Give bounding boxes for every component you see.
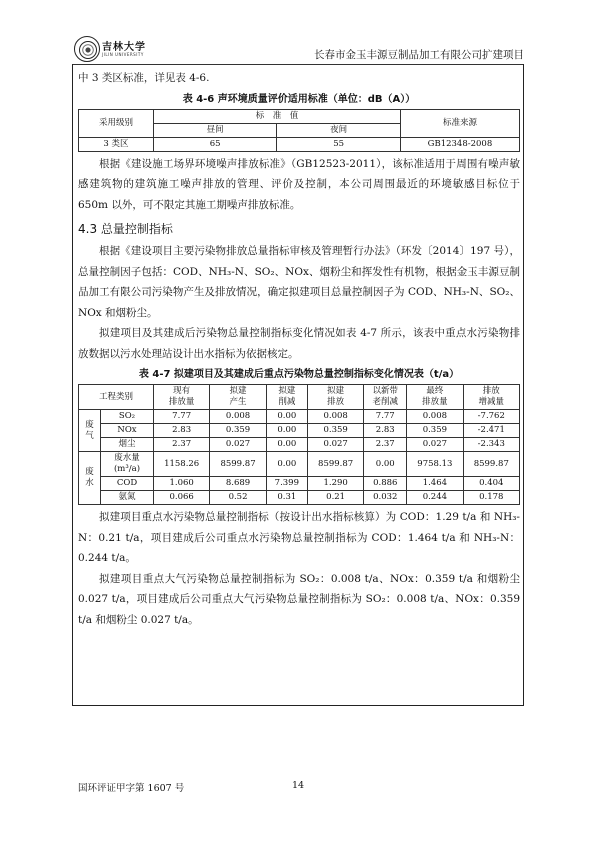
value-cell: 2.83 — [364, 424, 407, 438]
value-cell: 8.689 — [210, 477, 266, 491]
value-cell: 1.464 — [407, 477, 463, 491]
footer-certificate: 国环评证甲字第 1607 号 — [78, 783, 185, 794]
header-title: 长春市金玉丰源豆制品加工有限公司扩建项目 — [314, 49, 524, 61]
group-label: 废 水 — [79, 452, 101, 505]
value-cell: 0.244 — [407, 491, 463, 505]
value-cell: 0.359 — [307, 424, 363, 438]
value-cell: 0.027 — [210, 438, 266, 452]
value-cell: 1.060 — [153, 477, 209, 491]
value-cell: 7.399 — [266, 477, 307, 491]
header-cell: 以新带 老削减 — [364, 385, 407, 410]
value-cell: 0.359 — [210, 424, 266, 438]
value-cell: 0.00 — [266, 452, 307, 477]
value-cell: 0.359 — [407, 424, 463, 438]
paragraph-air-total: 拟建项目重点大气污染物总量控制指标为 SO₂：0.008 t/a、NOx：0.359 t/a 和烟粉尘 0.027 t/a，项目建成后公司重点大气污染物总量控制指标为 SO₂：0.008 t/a、NOx：0.359 t/a 和烟粉尘 0.027 t/a。 — [78, 572, 520, 626]
table-row — [79, 438, 520, 452]
header-cell: 拟建 产生 — [210, 385, 266, 410]
value-cell: 0.886 — [364, 477, 407, 491]
value-cell: 7.77 — [364, 410, 407, 424]
value-cell: 7.77 — [153, 410, 209, 424]
value-cell: 2.37 — [153, 438, 209, 452]
value-cell: 8599.87 — [463, 452, 519, 477]
header-cell: 拟建 排放 — [307, 385, 363, 410]
value-cell: 0.008 — [307, 410, 363, 424]
paragraph-table-intro: 拟建项目及其建成后污染物总量控制指标变化情况如表 4-7 所示，该表中重点水污染物排放数据以污水处理站设计出水指标为依据核定。 — [78, 327, 520, 360]
section-heading: 4.3 总量控制指标 — [78, 222, 173, 236]
table-row — [79, 477, 520, 491]
header-day: 昼间 — [153, 123, 276, 137]
paragraph-control-factors: 根据《建设项目主要污染物排放总量指标审核及管理暂行办法》（环发〔2014〕197 号），总量控制因子包括：COD、NH₃-N、SO₂、NOx、烟粉尘和挥发性有机物，根据金玉丰源豆制品加工有限公司污染物产生及排放情况，确定拟建项目总量控制因子为 COD、NH₃-N、SO₂、NOx 和烟粉尘。 — [78, 245, 520, 319]
page-number: 14 — [292, 780, 305, 791]
table-row — [79, 452, 520, 477]
value-cell: 0.00 — [364, 452, 407, 477]
seal-icon — [74, 36, 100, 62]
logo-subtext: JILIN UNIVERSITY — [102, 52, 144, 57]
item-cell: NOx — [101, 424, 154, 438]
header-source: 标准来源 — [400, 109, 519, 137]
header-cell: 最终 排放量 — [407, 385, 463, 410]
table-4-6 — [78, 109, 520, 152]
value-cell: 9758.13 — [407, 452, 463, 477]
header-cell: 排放 增减量 — [463, 385, 519, 410]
item-cell: 氨氮 — [101, 491, 154, 505]
header-value: 标 准 值 — [153, 109, 400, 123]
university-logo — [72, 34, 167, 62]
value-cell: 1158.26 — [153, 452, 209, 477]
value-cell: 2.83 — [153, 424, 209, 438]
logo-text: 吉林大学 — [102, 42, 146, 53]
main-content — [78, 68, 520, 630]
row-day: 65 — [153, 137, 276, 151]
table-row — [79, 410, 520, 424]
intro-line: 中 3 类区标准，详见表 4-6. — [78, 72, 210, 84]
value-cell: 0.404 — [463, 477, 519, 491]
value-cell: 0.032 — [364, 491, 407, 505]
group-label: 废 气 — [79, 410, 101, 452]
header-cell: 现有 排放量 — [153, 385, 209, 410]
value-cell: 0.21 — [307, 491, 363, 505]
header-level: 采用级别 — [79, 109, 154, 137]
item-cell: SO₂ — [101, 410, 154, 424]
value-cell: 0.027 — [307, 438, 363, 452]
header-cell: 拟建 削减 — [266, 385, 307, 410]
value-cell: 0.00 — [266, 410, 307, 424]
row-source: GB12348-2008 — [400, 137, 519, 151]
value-cell: 0.008 — [210, 410, 266, 424]
value-cell: 0.31 — [266, 491, 307, 505]
item-cell: 烟尘 — [101, 438, 154, 452]
item-cell: COD — [101, 477, 154, 491]
header-night: 夜间 — [277, 123, 401, 137]
table-4-6-caption: 表 4-6 声环境质量评价适用标准（单位：dB（A）） — [182, 93, 416, 105]
paragraph-water-total: 拟建项目重点水污染物总量控制指标（按设计出水指标核算）为 COD：1.29 t/a 和 NH₃-N：0.21 t/a，项目建成后公司重点水污染物总量控制指标为 COD：1.464 t/a 和 NH₃-N：0.244 t/a。 — [78, 511, 520, 564]
row-level: 3 类区 — [79, 137, 154, 151]
value-cell: 0.00 — [266, 438, 307, 452]
value-cell: 8599.87 — [210, 452, 266, 477]
value-cell: -2.471 — [463, 424, 519, 438]
paragraph-noise-standard: 根据《建设施工场界环境噪声排放标准》（GB12523-2011），该标准适用于周围有噪声敏感建筑物的建筑施工噪声排放的管理、评价及控制，本公司周围最近的环境敏感目标位于 650m 以外，可不限定其施工期噪声排放标准。 — [78, 157, 520, 211]
value-cell: -2.343 — [463, 438, 519, 452]
value-cell: 0.027 — [407, 438, 463, 452]
value-cell: 8599.87 — [307, 452, 363, 477]
value-cell: -7.762 — [463, 410, 519, 424]
table-4-7 — [78, 384, 520, 505]
value-cell: 0.066 — [153, 491, 209, 505]
table-row — [79, 424, 520, 438]
value-cell: 0.52 — [210, 491, 266, 505]
table-4-7-caption: 表 4-7 拟建项目及其建成后重点污染物总量控制指标变化情况表（t/a） — [138, 369, 460, 380]
page-header — [72, 34, 524, 65]
value-cell: 0.008 — [407, 410, 463, 424]
value-cell: 1.290 — [307, 477, 363, 491]
row-night: 55 — [277, 137, 401, 151]
value-cell: 0.178 — [463, 491, 519, 505]
value-cell: 0.00 — [266, 424, 307, 438]
value-cell: 2.37 — [364, 438, 407, 452]
item-cell: 废水量 (m³/a) — [101, 452, 154, 477]
header-cell: 工程类别 — [79, 385, 154, 410]
table-row — [79, 491, 520, 505]
